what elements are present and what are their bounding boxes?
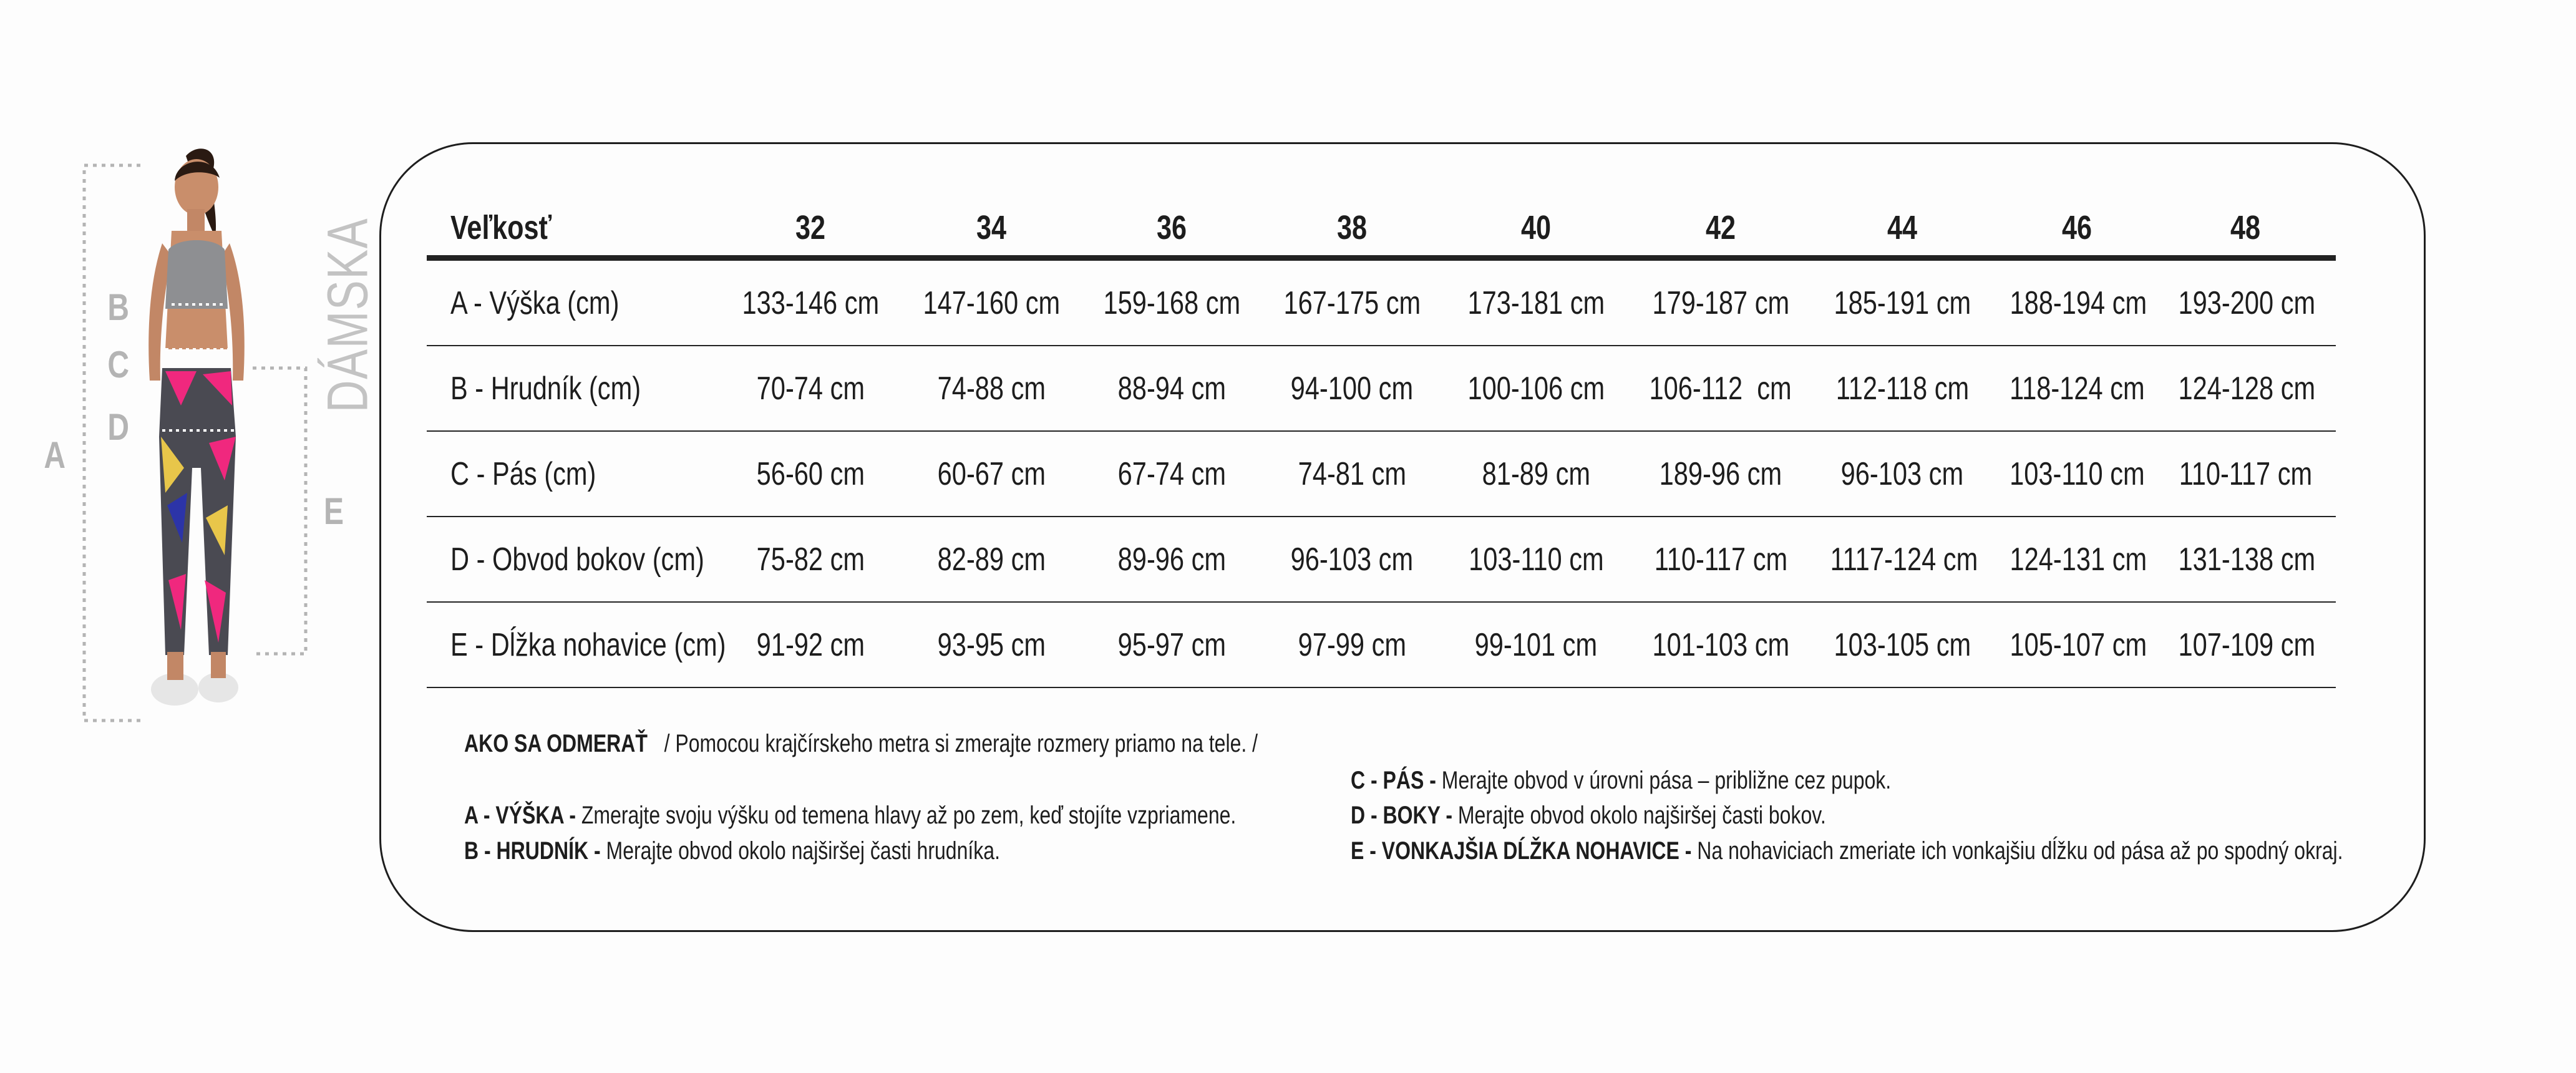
table-cell: 103-110 cm [2010, 455, 2145, 492]
table-cell: 118-124 cm [2010, 370, 2145, 407]
note-a-term: A - VÝŠKA - [464, 802, 576, 829]
table-cell: 81-89 cm [1482, 455, 1590, 492]
how-to-measure-note [464, 730, 1456, 758]
size-header-cell: 42 [1705, 208, 1736, 246]
measure-letter-d: D [107, 406, 130, 448]
note-d-text: Merajte obvod okolo najširšej časti bokov. [1452, 802, 1826, 829]
measure-letter-e: E [324, 490, 344, 532]
table-cell: 60-67 cm [937, 455, 1046, 492]
table-cell: 100-106 cm [1467, 370, 1605, 407]
table-cell: 74-88 cm [937, 370, 1046, 407]
size-header-cell: 36 [1156, 208, 1187, 246]
measure-letter-c: C [107, 344, 130, 386]
table-cell: 131-138 cm [2178, 541, 2316, 578]
size-header-cell: 32 [795, 208, 826, 246]
table-cell: 82-89 cm [937, 541, 1046, 578]
table-cell: 124-131 cm [2010, 541, 2147, 578]
size-header-cell: 44 [1887, 208, 1918, 246]
row-label: C - Pás (cm) [450, 455, 596, 492]
size-header-cell: 34 [976, 208, 1007, 246]
size-header-cell: 38 [1336, 208, 1368, 246]
note-e-leg-length [1351, 837, 2576, 865]
table-cell: 167-175 cm [1283, 284, 1421, 321]
table-header-row [427, 200, 2336, 261]
measure-letter-b: B [107, 286, 130, 328]
table-cell: 185-191 cm [1834, 284, 1971, 321]
table-row [427, 517, 2336, 603]
measure-letter-a: A [44, 434, 66, 476]
table-cell: 97-99 cm [1298, 626, 1406, 663]
table-cell: 1117-124 cm [1830, 541, 1978, 578]
table-cell: 103-105 cm [1834, 626, 1971, 663]
size-header-cell: 46 [2061, 208, 2092, 246]
table-cell: 96-103 cm [1290, 541, 1414, 578]
size-header-label: Veľkosť [450, 208, 552, 246]
table-cell: 95-97 cm [1117, 626, 1226, 663]
size-header-cell: 40 [1520, 208, 1552, 246]
row-label: D - Obvod bokov (cm) [450, 541, 704, 578]
table-cell: 96-103 cm [1840, 455, 1964, 492]
guide-e-inseam [253, 368, 306, 654]
table-cell: 103-110 cm [1468, 541, 1604, 578]
table-cell: 56-60 cm [756, 455, 865, 492]
note-b-chest [464, 837, 1134, 865]
table-cell: 159-168 cm [1103, 284, 1240, 321]
table-cell: 93-95 cm [937, 626, 1046, 663]
table-cell: 75-82 cm [756, 541, 865, 578]
note-b-text: Merajte obvod okolo najširšej časti hrudníka. [600, 837, 1000, 865]
sports-top [165, 240, 228, 309]
table-row [427, 261, 2336, 346]
gender-label: DÁMSKA [316, 217, 380, 413]
table-cell: 110-117 cm [2179, 455, 2312, 492]
model-figure [37, 143, 324, 742]
note-a-text: Zmerajte svoju výšku od temena hlavy až po zem, keď stojíte vzpriamene. [575, 802, 1237, 829]
table-cell: 173-181 cm [1467, 284, 1605, 321]
note-d-hips [1351, 802, 1945, 830]
table-cell: 112-118 cm [1835, 370, 1969, 407]
table-cell: 67-74 cm [1117, 455, 1226, 492]
row-label: B - Hrudník (cm) [450, 370, 641, 407]
table-cell: 94-100 cm [1290, 370, 1414, 407]
table-cell: 147-160 cm [923, 284, 1060, 321]
table-cell: 110-117 cm [1654, 541, 1787, 578]
size-header-cell: 48 [2230, 208, 2261, 246]
table-cell: 99-101 cm [1474, 626, 1598, 663]
how-to-measure-title: AKO SA ODMERAŤ [464, 730, 648, 757]
how-to-measure-text: / Pomocou krajčírskeho metra si zmerajte rozmery priamo na tele. / [664, 730, 1258, 757]
note-c-text: Merajte obvod v úrovni pása – približne cez pupok. [1436, 767, 1892, 794]
table-cell: 133-146 cm [742, 284, 879, 321]
note-e-text: Na nohaviciach zmeriate ich vonkajšiu dĺžku od pása až po spodný okraj. [1691, 837, 2343, 865]
note-d-term: D - BOKY - [1351, 802, 1452, 829]
note-a-height [464, 802, 1429, 830]
table-cell: 193-200 cm [2178, 284, 2316, 321]
table-cell: 70-74 cm [756, 370, 865, 407]
note-c-term: C - PÁS - [1351, 767, 1436, 794]
table-cell: 105-107 cm [2010, 626, 2147, 663]
table-cell: 89-96 cm [1117, 541, 1226, 578]
table-cell: 124-128 cm [2178, 370, 2316, 407]
note-b-term: B - HRUDNÍK - [464, 837, 601, 865]
table-cell: 179-187 cm [1652, 284, 1789, 321]
table-cell: 106-112 cm [1649, 370, 1792, 407]
neck [187, 209, 205, 231]
table-cell: 91-92 cm [756, 626, 865, 663]
note-c-waist [1351, 767, 2026, 795]
row-label: A - Výška (cm) [450, 284, 620, 321]
table-cell: 101-103 cm [1652, 626, 1789, 663]
table-row [427, 603, 2336, 688]
table-cell: 188-194 cm [2010, 284, 2147, 321]
row-label: E - Dĺžka nohavice (cm) [450, 626, 726, 663]
figure-area [0, 0, 380, 1073]
table-cell: 88-94 cm [1117, 370, 1226, 407]
size-table [427, 200, 2336, 688]
note-e-term: E - VONKAJŠIA DĹŽKA NOHAVICE - [1351, 837, 1692, 865]
table-row [427, 346, 2336, 432]
table-cell: 189-96 cm [1659, 455, 1782, 492]
table-cell: 74-81 cm [1298, 455, 1406, 492]
table-row [427, 432, 2336, 517]
table-cell: 107-109 cm [2178, 626, 2316, 663]
